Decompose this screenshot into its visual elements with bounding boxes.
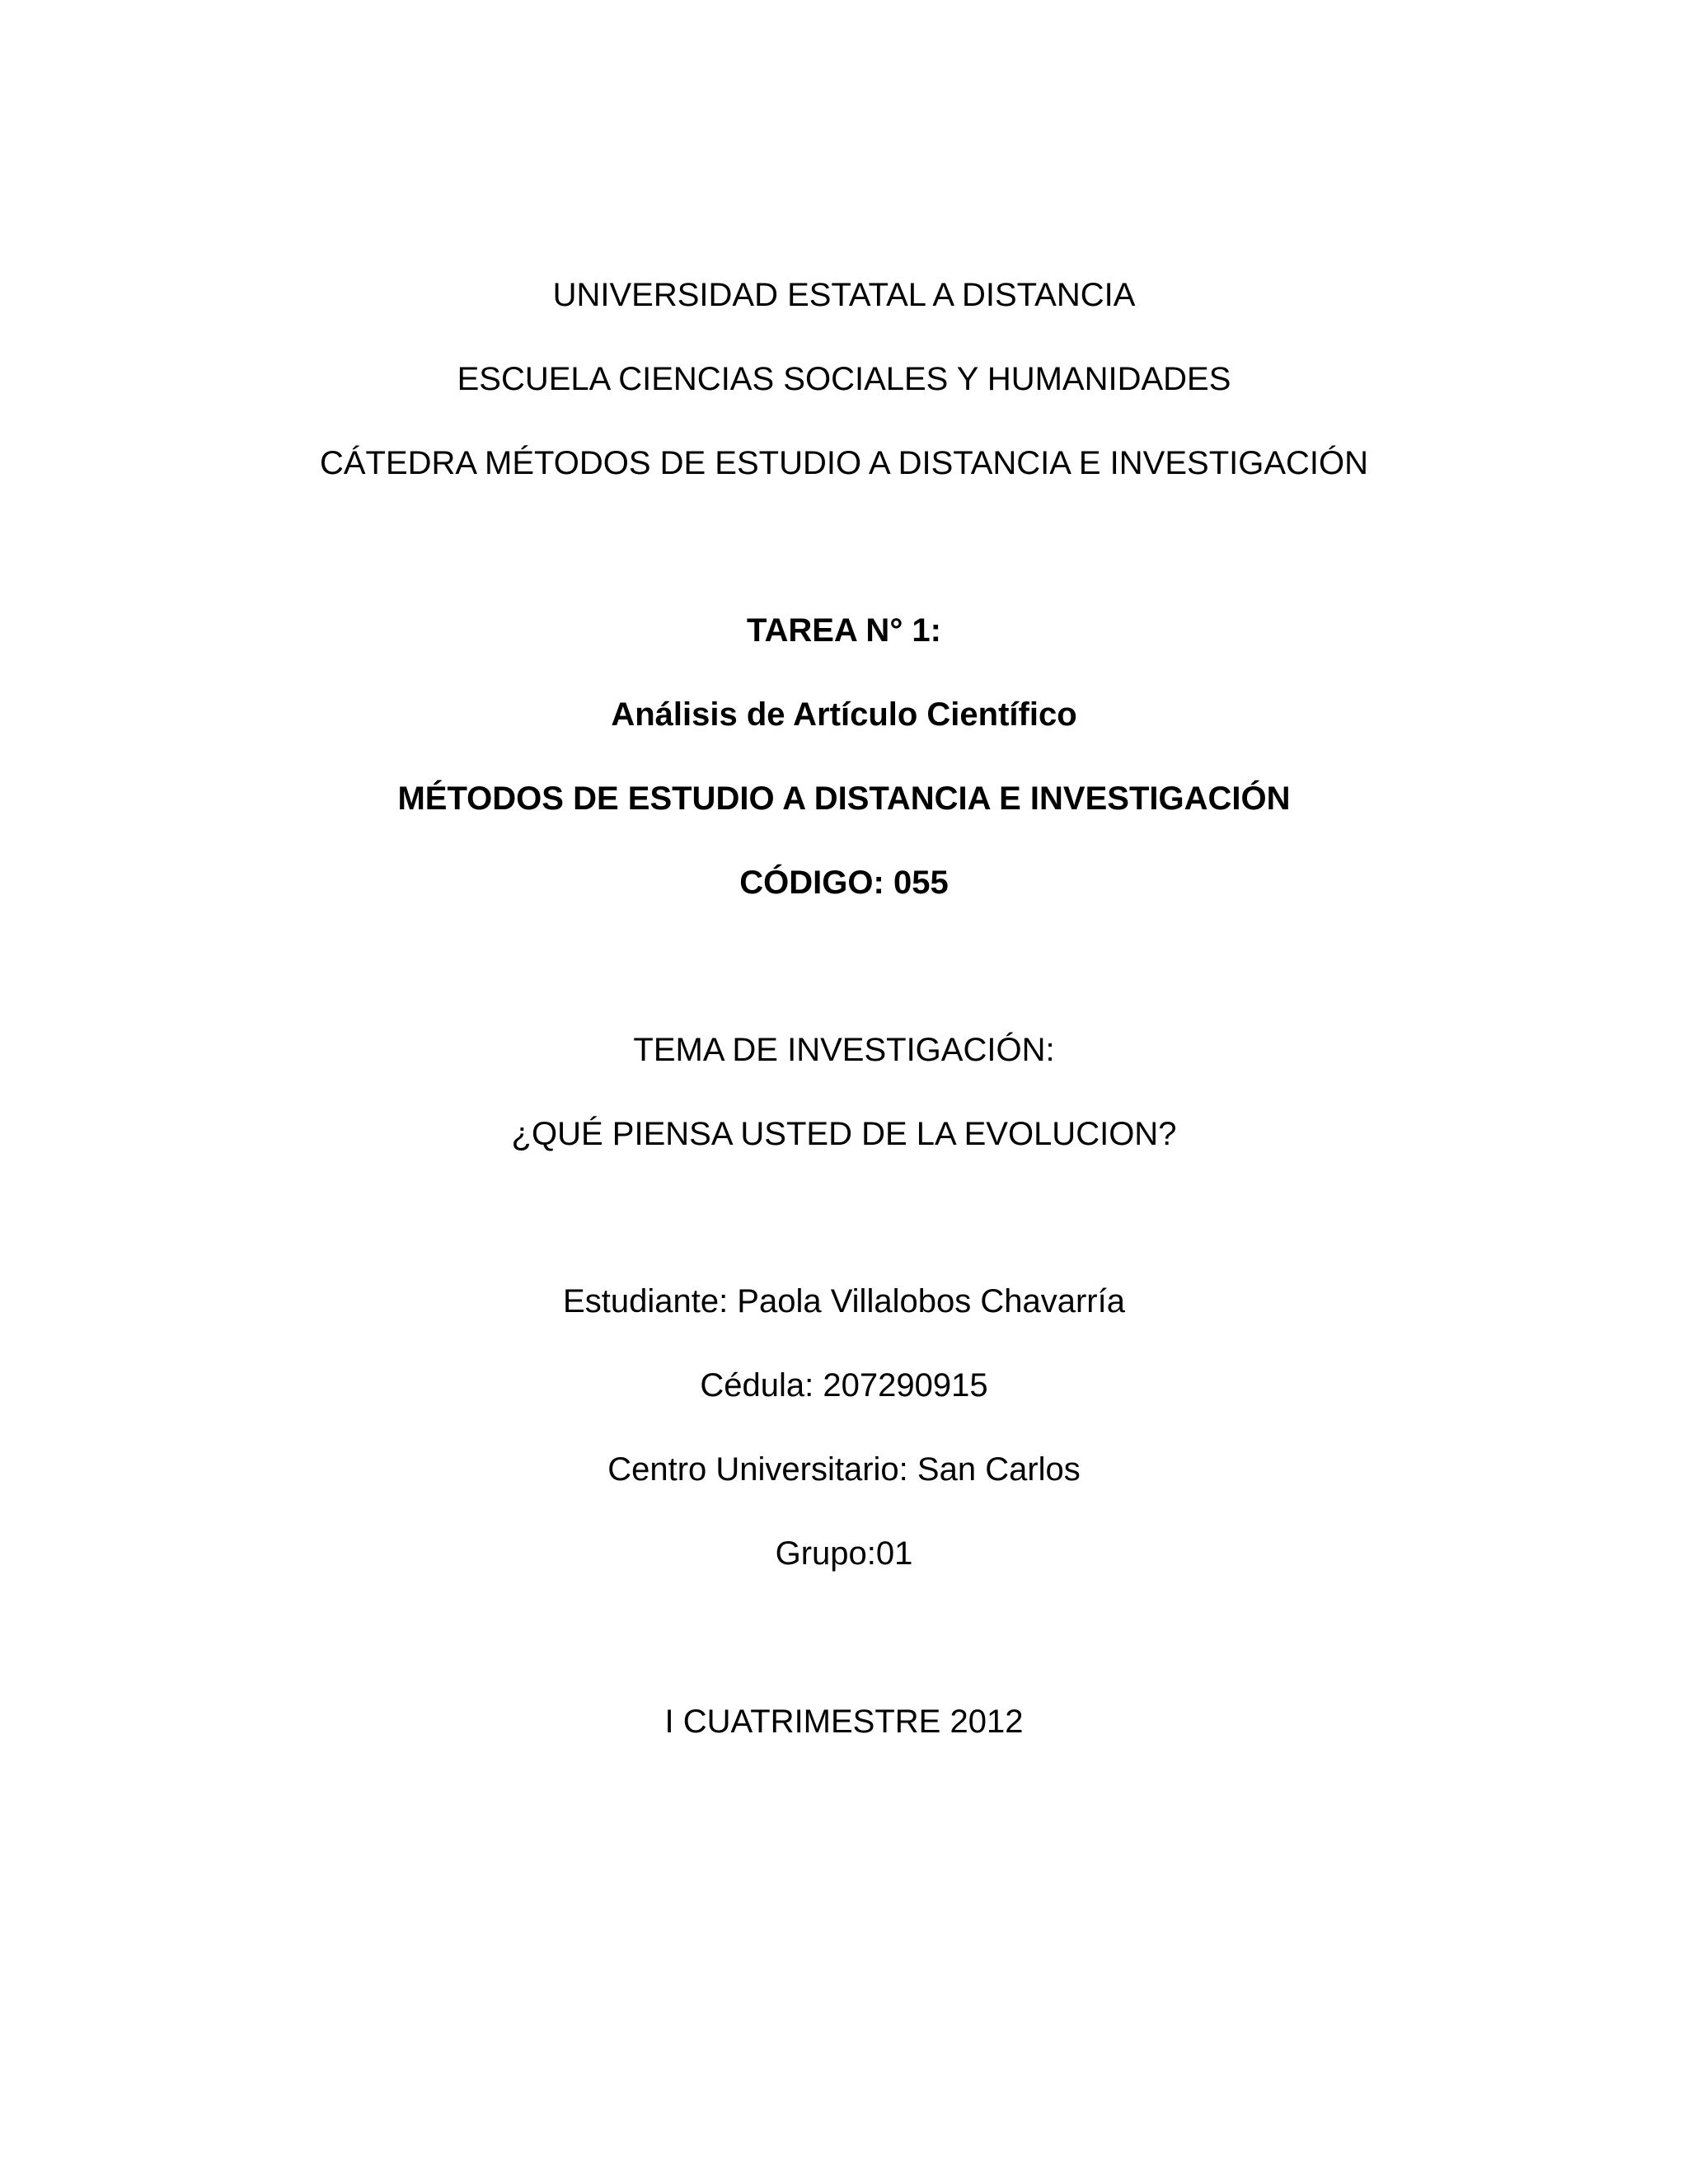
topic-question: ¿QUÉ PIENSA USTED DE LA EVOLUCION? (511, 1116, 1177, 1152)
student-name: Estudiante: Paola Villalobos Chavarría (563, 1283, 1125, 1319)
course-name: MÉTODOS DE ESTUDIO A DISTANCIA E INVESTIGACIÓN (397, 780, 1291, 817)
topic-label: TEMA DE INVESTIGACIÓN: (633, 1032, 1055, 1068)
school-name: ESCUELA CIENCIAS SOCIALES Y HUMANIDADES (457, 361, 1231, 397)
course-code: CÓDIGO: 055 (739, 865, 949, 901)
term: I CUATRIMESTRE 2012 (664, 1704, 1024, 1740)
department-name: CÁTEDRA MÉTODOS DE ESTUDIO A DISTANCIA E INVESTIGACIÓN (319, 445, 1369, 481)
assignment-title: Análisis de Artículo Científico (611, 696, 1077, 733)
student-id: Cédula: 207290915 (700, 1367, 988, 1404)
task-number: TAREA N° 1: (747, 612, 941, 649)
university-center: Centro Universitario: San Carlos (607, 1451, 1081, 1488)
university-name: UNIVERSIDAD ESTATAL A DISTANCIA (552, 277, 1136, 313)
group-number: Grupo:01 (775, 1535, 913, 1572)
